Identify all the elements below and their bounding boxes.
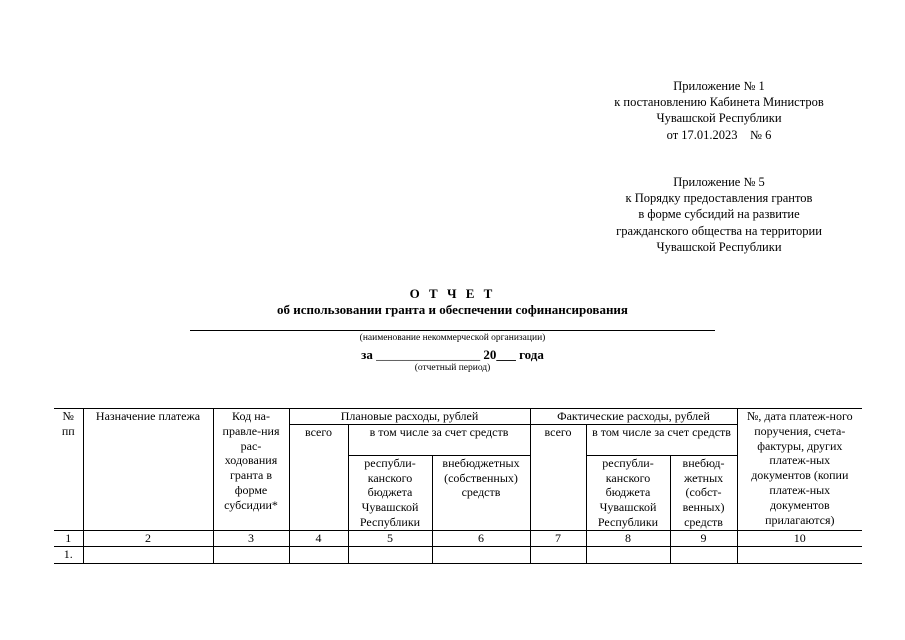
appendix-1-line: Чувашской Республики: [656, 111, 782, 126]
header-planned-total: всего: [289, 424, 348, 530]
header-actual-total: всего: [530, 424, 586, 530]
period-suffix: года: [519, 347, 544, 362]
column-number: 8: [586, 530, 670, 546]
report-title: О Т Ч Е Т: [409, 286, 496, 301]
header-num: № пп: [54, 409, 83, 531]
header-planned-incl: в том числе за счет средств: [348, 424, 530, 455]
appendix-5-line: к Порядку предоставления грантов: [625, 191, 813, 206]
column-number: 9: [670, 530, 737, 546]
appendix-5-line: Приложение № 5: [673, 175, 765, 189]
header-actual-budget: республи-канского бюджета Чувашской Республики: [586, 455, 670, 530]
table-cell[interactable]: [530, 546, 586, 563]
column-number: 2: [83, 530, 213, 546]
table-cell[interactable]: [670, 546, 737, 563]
organization-caption: (наименование некоммерческой организации): [359, 333, 546, 343]
appendix-1-line: от 17.01.2023 № 6: [666, 127, 772, 142]
table-cell[interactable]: [83, 546, 213, 563]
appendix-5-line: гражданского общества на территории: [616, 223, 822, 238]
column-number-row: [54, 530, 862, 546]
column-number: 4: [289, 530, 348, 546]
column-number: 1: [54, 530, 83, 546]
header-actual: Фактические расходы, рублей: [530, 409, 737, 425]
table-cell[interactable]: [289, 546, 348, 563]
column-number: 7: [530, 530, 586, 546]
header-actual-offbudget: внебюд-жетных (собст-венных) средств: [670, 455, 737, 530]
period-caption: (отчетный период): [414, 363, 491, 373]
header-planned-budget: республи-канского бюджета Чувашской Республики: [348, 455, 432, 530]
appendix-5-line: в форме субсидий на развитие: [638, 207, 800, 222]
period-prefix: за: [361, 347, 373, 362]
table-row: [54, 546, 862, 563]
period-year: 20___: [483, 347, 516, 362]
appendix-1-line: к постановлению Кабинета Министров: [614, 95, 824, 110]
row-number: 1.: [54, 546, 83, 563]
report-subtitle: об использовании гранта и обеспечении софинансирования: [277, 302, 628, 317]
appendix-1-line: Приложение № 1: [673, 79, 765, 93]
period-blank: ________________: [376, 347, 481, 362]
column-number: 3: [213, 530, 289, 546]
table-cell[interactable]: [586, 546, 670, 563]
header-planned-offbudget: внебюджетных (собственных) средств: [432, 455, 530, 530]
appendix-5-header: [574, 174, 864, 255]
appendix-5-line: Чувашской Республики: [656, 239, 782, 254]
header-planned: Плановые расходы, рублей: [289, 409, 530, 425]
column-number: 10: [737, 530, 862, 546]
table-cell[interactable]: [737, 546, 862, 563]
column-number: 5: [348, 530, 432, 546]
organization-name-line: [190, 330, 715, 331]
appendix-1-header: [574, 78, 864, 143]
reporting-period: [190, 347, 715, 363]
report-table: [54, 408, 862, 564]
table-cell[interactable]: [348, 546, 432, 563]
header-purpose: Назначение платежа: [83, 409, 213, 531]
header-payment-docs: №, дата платеж-ного поручения, счета-фактуры, других платеж-ных документов (копии платеж-ных документов прилагаются): [737, 409, 862, 531]
header-actual-incl: в том числе за счет средств: [586, 424, 737, 455]
table-cell[interactable]: [213, 546, 289, 563]
header-code: Код на-правле-ния рас-ходования гранта в форме субсидии*: [213, 409, 289, 531]
table-cell[interactable]: [432, 546, 530, 563]
column-number: 6: [432, 530, 530, 546]
